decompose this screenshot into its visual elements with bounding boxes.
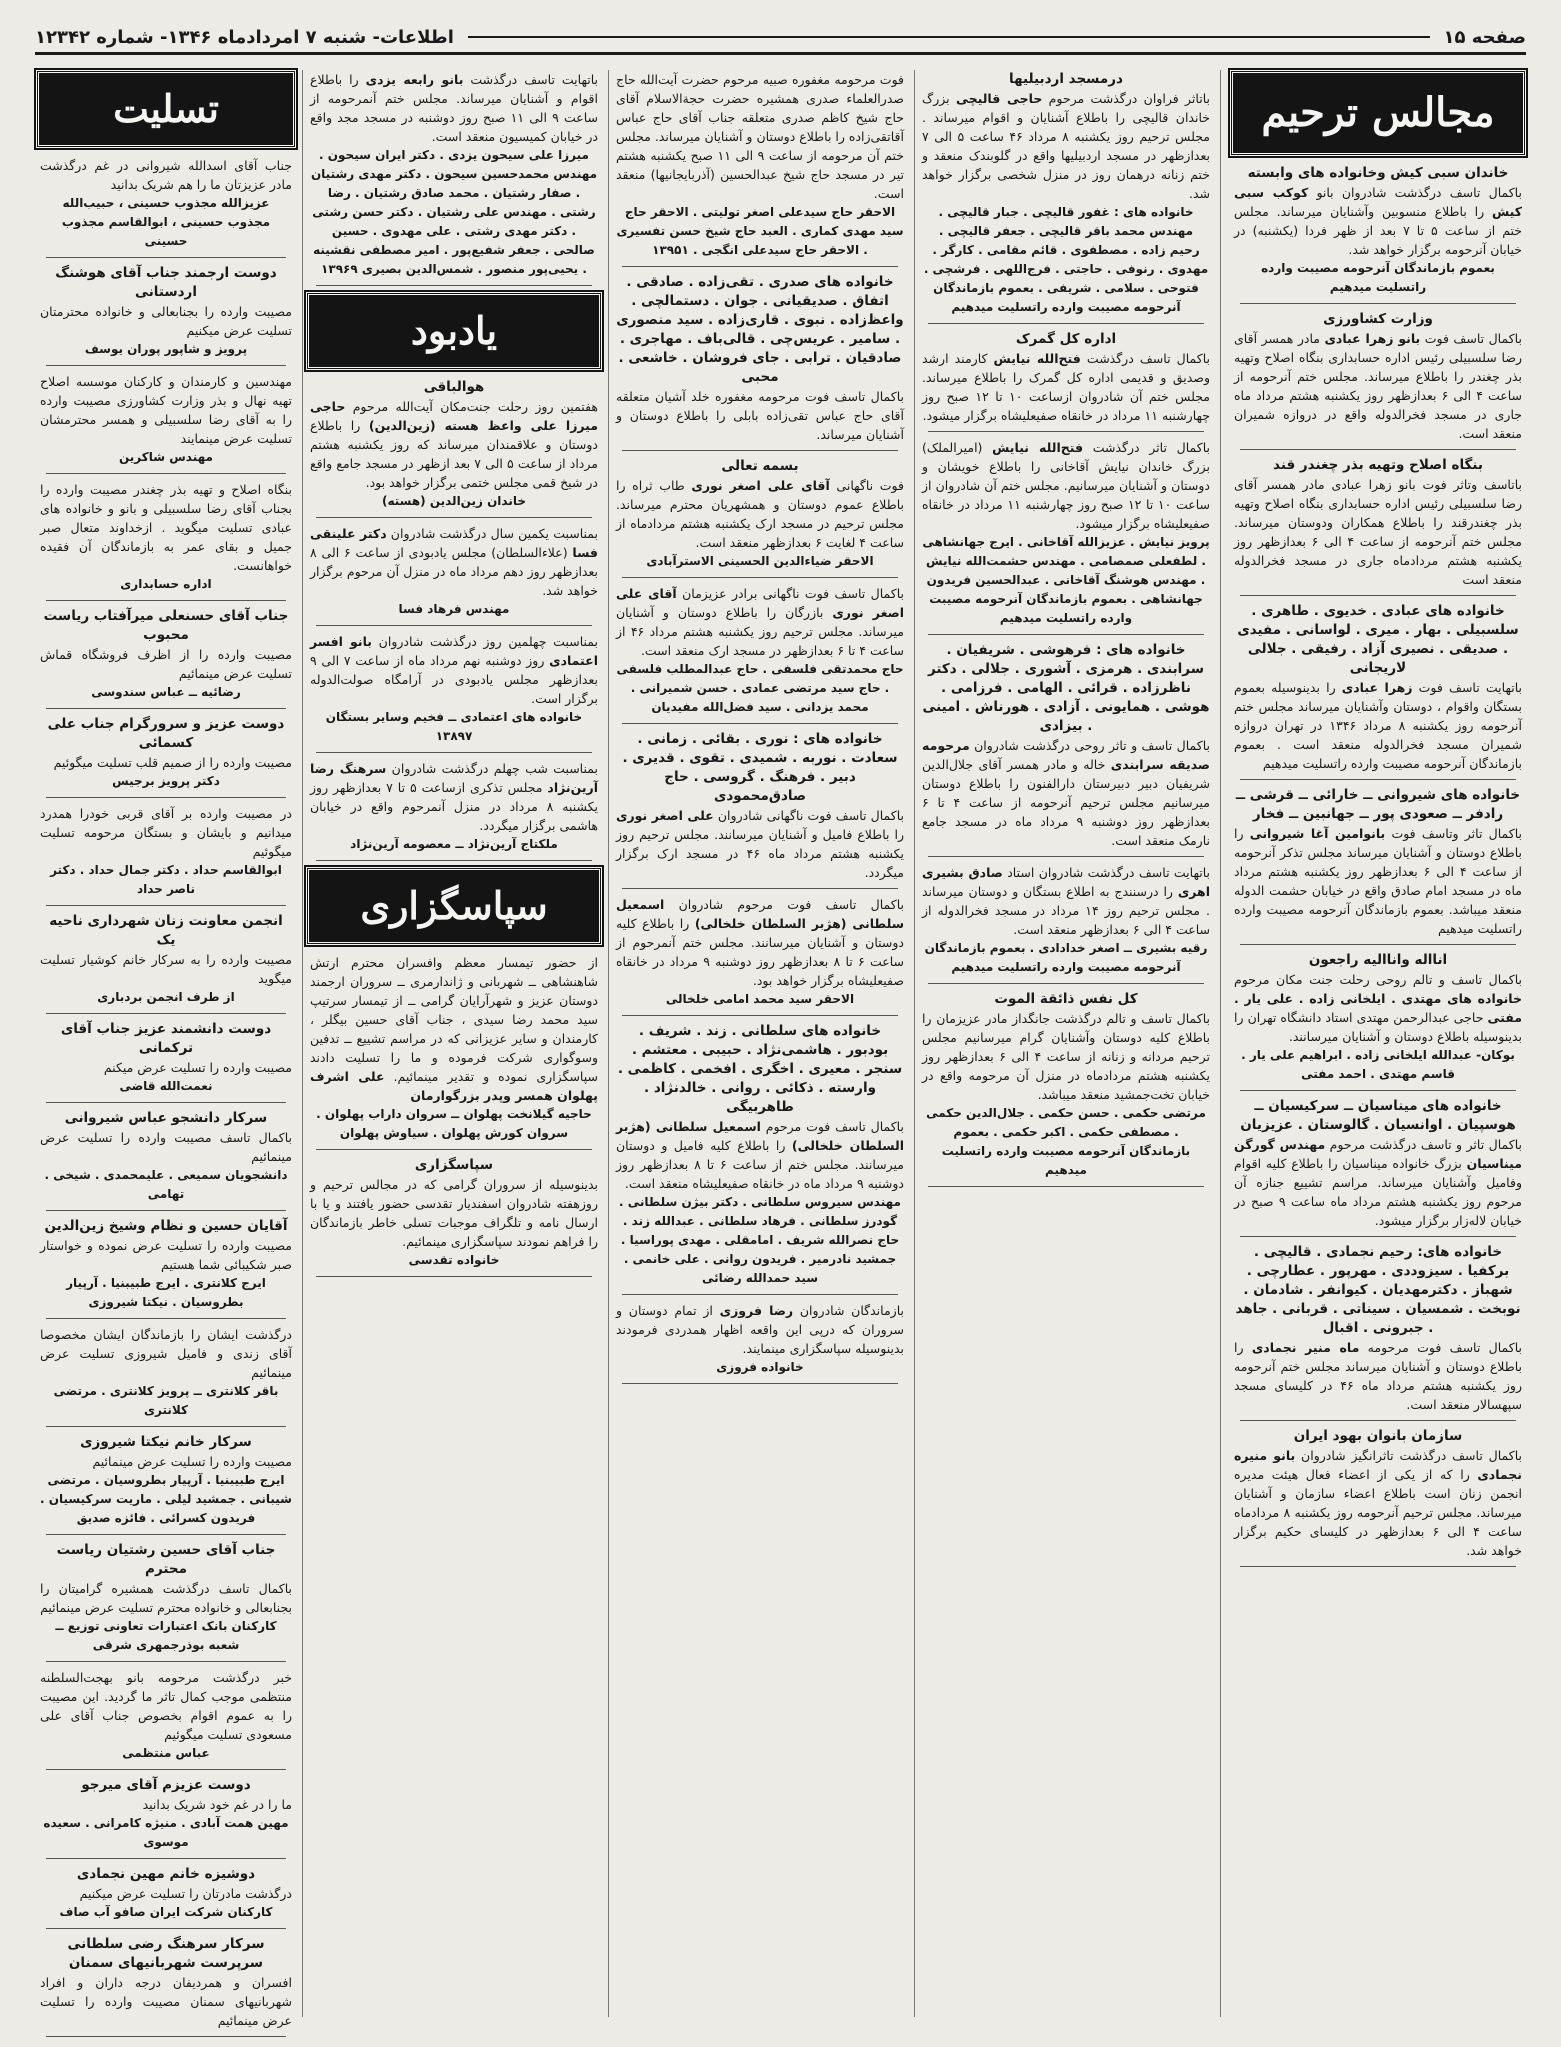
- notice-divider: [316, 860, 592, 861]
- notice-body: باتهایت تاسف درگذشت شادروان استاد: [1007, 865, 1211, 880]
- notice-names: اسمعیل سلطانی (هژبر السلطان خلخالی): [616, 1119, 904, 1153]
- notice-body: بمناسبت شب چهلم درگذشت شادروان: [391, 761, 598, 776]
- notice-tail: طاب ثراه را باطلاع عموم دوستان و همشهریان محترم میرساند. مجلس ترحیم در مسجد ارک یکشنبه هشتم مردادماه از ساعت ۴ لغایت ۶ بعدازظهر منعقد است.: [616, 478, 904, 550]
- notice-tail: را باطلاع دوستان و علاقمندان میرساند که روز یکشنبه هشتم مرداد از ساعت ۵ الی ۷ بعد ازظهر در مسجد جامع واقع در شیخ قمی مجلس ختمی برگزار خواهد بود.: [310, 418, 598, 490]
- notice-body: باکمال تاسف فوت مرحومه مغفوره خلد آشیان متعلقه آقای حاج عباس تقی‌زاده بابلی را باطلاع دوستان و آشنایان میرساند.: [616, 389, 904, 442]
- notice: [616, 457, 904, 571]
- notice-title: جناب آقای حسین رشتیان ریاست محترم: [56, 1542, 276, 1577]
- notices-col4b: [306, 378, 602, 861]
- notice-signature: خانواده های : غفور قالیچی . جبار قالیچی . مهندس محمد باقر قالیچی . جعفر قالیچی . رحیم زاده . مصطفوی . قائم مقامی . کارگر . مهدوی . رنوفی . حاجتی . فرج‌اللهی . فرشچی . فتوحی . سلامی . شریفی . بعموم بازماندگان آنرحومه مصیبت وارده راتسلیت میدهیم: [923, 205, 1209, 314]
- notice-divider: [928, 856, 1204, 857]
- notice-title: انجمن معاونت زنان شهرداری ناحیه یک: [49, 913, 283, 948]
- notice-divider: [46, 708, 286, 709]
- notice-tail: حاجی عبدالرحمن مهتدی استاد دانشگاه تهران را بدینوسیله باطلاع دوستان و آشنایان میرسانند.: [1234, 1010, 1522, 1044]
- notice-body: جناب آقای اسدالله شیروانی در غم درگذشت مادر عزیزتان ما را هم شریک بدانید: [40, 158, 292, 192]
- notices-col4a: [306, 70, 602, 286]
- notice-title: خانواده های میناسیان ــ سرکیسیان ــ هوسپیان . اوانسیان . گالوستان . عزیزیان: [1240, 1098, 1516, 1133]
- notice-body: باتهایت تاسف درگذشت: [470, 72, 598, 87]
- notice: [616, 70, 904, 260]
- notice: [922, 863, 1210, 977]
- notice-divider: [1240, 1420, 1516, 1421]
- notice-names: حاجی میرزا علی واعظ هسته (زین‌الدین): [310, 399, 599, 433]
- banner-sepasgozari: سپاسگزاری: [306, 867, 602, 945]
- notice-divider: [316, 285, 592, 286]
- notice-divider: [46, 1661, 286, 1662]
- notice-signature: ایرج طبیبنیا . آرپیار بطروسیان . مرتضی شیبانی . جمشید لیلی . ماریت سرکیسیان . فریدون کسرائی . فائزه صدیق: [40, 1473, 292, 1525]
- notice-title: جناب آقای حسنعلی میرآفتاب ریاست محبوب: [43, 608, 289, 643]
- notice-tail: را باطلاع دوستان و آشنایان میرساند مجلس تذکر آنرحومه از ساعت ۴ الی ۶ بعدازظهر روز یکشنبه هشتم مرداد ماه در مسجد امام صادق واقع در خیابان حشمت الدوله منعقد میباشد. بعموم بازماندگان آنرحومه مصیبت وارده راتسلیت میدهیم: [1234, 826, 1522, 936]
- column-4: [306, 70, 609, 2017]
- notice-divider: [46, 1426, 286, 1427]
- notice-title: خانواده های سلطانی . زند . شریف . بودبور . هاشمی‌نژاد . حبیبی . معتشم . سنجر . معیری . اخگری . افخمی . کاظمی . وارسته . ذکائی . روانی . خالدنژاد . طاهربیگی: [617, 1023, 903, 1115]
- notice-names: آقای علی اصغر نوری: [691, 478, 830, 493]
- notice-body: باتاثر فراوان درگذشت مرحوم: [1048, 91, 1210, 106]
- notice-divider: [1240, 303, 1516, 304]
- notice-divider: [46, 365, 286, 366]
- notice-signature: الاحقر ضیاءالدین الحسینی الاسترآبادی: [646, 554, 874, 568]
- notice-body: بمناسبت چهلمین روز درگذشت شادروان: [378, 634, 598, 649]
- notice: [1234, 164, 1522, 297]
- notice-divider: [46, 1928, 286, 1929]
- notice-tail: بازرگان را باطلاع دوستان و آشنایان میرساند. مجلس ترحیم روز یکشنبه هشتم مرداد ۴۶ از ساعت ۴ تا ۶ بعدازظهر در مسجد ارک منعقد است.: [616, 605, 905, 658]
- notice-title: درمسجد اردبیلیها: [1009, 71, 1123, 87]
- notices-col5: [36, 156, 296, 2037]
- notice-signature: از طرف انجمن بردباری: [97, 990, 235, 1004]
- notice-names: بانو افسر اعتمادی: [310, 634, 598, 668]
- notice-divider: [316, 625, 592, 626]
- notice-body: باکمال تاثر وتاسف فوت: [1391, 826, 1522, 841]
- notice-divider: [622, 577, 898, 578]
- notice-names: علی اشرف پهلوان همسر وپدر بزرگوارمان: [310, 1069, 598, 1103]
- notice: [922, 330, 1210, 425]
- notice: [922, 438, 1210, 628]
- notice: [310, 378, 598, 511]
- notice-names: آقای علی اصغر نوری: [616, 586, 904, 620]
- notice-divider: [46, 257, 286, 258]
- notice-body: درگذشت مادرتان را تسلیت عرض میکنیم: [79, 1886, 292, 1901]
- notice-signature: کارکنان بانک اعتبارات تعاونی توزیع ــ شعبه بوذرجمهری شرقی: [55, 1619, 277, 1652]
- notice-names: بانو منیره نجمادی: [1234, 1448, 1522, 1482]
- notice-body: مصیبت وارده را بجنابعالی و خانواده محترمتان تسلیت عرض میکنیم: [40, 304, 292, 338]
- notice-divider: [46, 1013, 286, 1014]
- notice: [1234, 786, 1522, 938]
- banner-yadbood: یادبود: [306, 292, 602, 370]
- notice-signature: خانواده های اعتمادی ــ فخیم وسایر بستگان ۱۳۸۹۷: [325, 710, 583, 743]
- notice: [40, 1776, 292, 1852]
- notice-names: سرهنگ رضا آرین‌نژاد: [310, 761, 598, 795]
- notice-tail: (امیرالملک) بزرگ خاندان نیایش آقاخانی را باطلاع خویشان و دوستان و آشنایان میرسانیم. مجلس ختم آن شادروان از ساعت ۱۰ تا ۱۲ صبح روز چهارشنبه ۱۱ مرداد در خانقاه صفیعلیشاه برگزار میشود.: [922, 440, 1210, 531]
- notice-body: هفتمین روز رحلت جنت‌مکان آیت‌الله مرحوم: [352, 399, 598, 414]
- notice-tail: کارمند ارشد وصدیق و قدیمی اداره کل گمرک را باطلاع میرساند. مجلس ختم آن شادروان ازساعت ۱۰ تا ۱۲ صبح روز چهارشنبه ۱۱ مرداد در خانقاه صفیعلیشاه برگزار میشود.: [922, 351, 1211, 423]
- notice-signature: کارکنان شرکت ایران صافو آب صاف: [59, 1905, 273, 1919]
- notice: [1234, 1243, 1522, 1414]
- notice-body: بدینوسیله از سروران گرامی که در مجالس ترحیم و روزهفته شادروان اسفندیار تقدسی حضور یافتند و یا با ارسال نامه و تلگراف موجبات تسلی خاطر بازماندگان را فراهم نمودند سپاسگزاری مینمائیم.: [310, 1177, 598, 1249]
- notice-names: اسمعیل سلطانی (هژبر السلطان خلخالی): [616, 897, 904, 931]
- notice-names: مهندس گورگن میناسیان: [1234, 1137, 1522, 1171]
- notice-body: مصیبت وارده را تسلیت عرض میکنم: [103, 1060, 292, 1075]
- notice-body: باکمال تاسف فوت ناگهانی برادر عزیزمان: [682, 586, 904, 601]
- notice: [40, 1935, 292, 2030]
- notice: [40, 1433, 292, 1528]
- notice-names: علی اصغر نوری: [616, 808, 714, 823]
- notice-divider: [46, 2036, 286, 2037]
- notice-body: باکمال تاسف و تالم درگذشت جانگداز مادر عزیزمان را باطلاع کلیه دوستان وآشنایان گرام میرسانیم مجلس ترحیم مردانه و زنانه از ساعت ۴ الی ۶ بعدازظهر روز یکشنبه هشتم مردادماه در منزل آن مرحومه واقع در خیابان تخت‌جمشید منعقد میباشد.: [922, 1011, 1211, 1102]
- notice-divider: [622, 1015, 898, 1016]
- notice-divider: [928, 1186, 1204, 1187]
- notice-divider: [1240, 449, 1516, 450]
- notice-divider: [622, 450, 898, 451]
- notice-divider: [1240, 1090, 1516, 1091]
- notice-body: مصیبت وارده را تسلیت عرض مینمائیم: [92, 1454, 292, 1469]
- notice-names: بانو رابعه یزدی: [365, 72, 464, 87]
- notice-names: حاجی قالیچی: [955, 91, 1043, 106]
- notice: [310, 524, 598, 619]
- notice-divider: [316, 1276, 592, 1277]
- notice-body: در مصیبت وارده بر آقای قربی خودرا همدرد میدانیم و بایشان و بستگان مرحومه تسلیت میگوئیم: [40, 806, 292, 859]
- notice-divider: [928, 983, 1204, 984]
- notice-divider: [46, 600, 286, 601]
- notice-title: سرکار خانم نیکتا شیروزی: [80, 1434, 252, 1450]
- notice: [40, 264, 292, 359]
- notice-divider: [622, 1294, 898, 1295]
- notice-title: خانواده های : فرهوشی . شریفیان . سرابندی . هرمزی . آشوری . جلالی . دکتر ناظرزاده . قرائی . الهامی . فرزامی . هوشی . همایونی . آزادی . هورناش . امینی . بیزادی: [922, 642, 1210, 734]
- notice-tail: را بدینوسیله بعموم بستگان واقوام ، دوستان وآشنایان میرساند مجلس ختم آنرحومه روز یکشنبه ۸ مرداد ۱۳۴۶ در تهران دروازه شمیران مسجد فخرالدوله منعقد است . بعموم بازماندگان آنرحومه مصیبت وارده راتسلیت میدهیم: [1234, 680, 1522, 771]
- notice-tail: خاله و مادر همسر آقای جلال‌الدین شریفیان دبیر دبیرستان دارالفنون را باطلاع دوستان میرسانیم مجلس ترحیم آنرحومه از ساعت ۴ تا ۶ بعدازظهر روز دوشنبه ۹ مرداد ماه در مسجد جامع نارمک منعقد است.: [922, 757, 1211, 848]
- notice-tail: روز دوشنبه نهم مرداد ماه از ساعت ۷ الی ۹ بعدازظهر مجلس یادبودی در آرامگاه صولت‌الدوله برگزار است.: [310, 653, 598, 706]
- notice-title: دوست ارجمند جناب آقای هوشنگ اردستانی: [55, 265, 277, 300]
- notice: [40, 912, 292, 1007]
- notice-names: دکتر علینقی فسا: [310, 526, 598, 560]
- notice-tail: از تمام دوستان و سروران که درپی این واقعه اظهار همدردی فرمودند بدینوسیله سپاسگزاری مینمایند.: [616, 1303, 904, 1356]
- notice-title: بسمه تعالی: [721, 458, 799, 474]
- notice-signature: الاحقر سید محمد امامی خلخالی: [665, 992, 855, 1006]
- notice-signature: پرویز و شاپور پوران یوسف: [84, 342, 248, 356]
- notice: [40, 1217, 292, 1312]
- notice-body: باکمال تاسف فوت مرحوم: [765, 1119, 904, 1134]
- notice-signature: حاجیه گیلانخت پهلوان ــ سروان داراب پهلوان . سروان کورش پهلوان . سیاوش پهلوان: [316, 1107, 592, 1140]
- notice-divider: [46, 1858, 286, 1859]
- columns: [35, 70, 1526, 2028]
- notice-body: فوت ناگهانی: [836, 478, 904, 493]
- notice-title: خاندان سبی کیش وخانواده های وابسته: [1247, 165, 1509, 181]
- notice: [616, 584, 904, 717]
- notice-signature: ملکتاج آرین‌نژاد ــ معصومه آرین‌نژاد: [350, 837, 558, 851]
- notice: [922, 641, 1210, 850]
- notice-body: باکمال تاسف فوت ناگهانی شادروان: [717, 808, 904, 823]
- notice-signature: نعمت‌الله قاضی: [119, 1079, 213, 1093]
- banner-tasliat: تسلیت: [36, 70, 296, 148]
- notice-tail: را باطلاع کلیه فامیل و دوستان میرسانند. مجلس ختم از ساعت ۶ تا ۸ بعدازظهر روز دوشنبه ۹ مرداد ماه در خانقاه صفیعلیشاه منعقد است.: [616, 1138, 905, 1191]
- notice-divider: [928, 431, 1204, 432]
- notice-body: باکمال تاثر و تاسف درگذشت مرحوم: [1329, 1137, 1522, 1152]
- page-number: صفحه ۱۵: [1443, 26, 1526, 48]
- column-2: [918, 70, 1221, 2017]
- notice: [40, 1325, 292, 1420]
- notices-col3: [612, 70, 908, 1384]
- notice: [310, 953, 598, 1143]
- notice-title: سرکار دانشجو عباس شیروانی: [64, 1110, 268, 1126]
- notice-title: خانواده های شیروانی ــ خارائی ــ قرشی ــ رادفر ــ صعودی پور ــ جهانبین ــ فخار: [1235, 787, 1521, 822]
- notice-divider: [622, 888, 898, 889]
- column-5: [36, 70, 303, 2028]
- notice-tail: مجلس تذکری ازساعت ۵ تا ۷ بعدازظهر روز یکشنبه ۸ مرداد در منزل آنمرحوم واقع در خیابان هاشمی برگزار میگردد.: [310, 780, 598, 833]
- notice-title: دوست عزیز و سرورگرام جناب علی کسمائی: [47, 716, 285, 751]
- notice-title: وزارت کشاورزی: [1323, 311, 1433, 327]
- notice: [922, 990, 1210, 1180]
- notice-signature: حاج محمدتقی فلسفی . حاج عبدالمطلب فلسفی . حاج سید مرتضی عمادی . حسن شمیرانی . محمد یزدانی . سید فضل‌الله مفیدیان: [616, 662, 904, 714]
- notice-divider: [46, 473, 286, 474]
- notice-body: مصیبت وارده را به سرکار خانم کوشیار تسلیت میگوید: [40, 952, 292, 986]
- notice-body: باکمال تاسف درگذشت تاثرانگیز شادروان: [1301, 1448, 1522, 1463]
- notice-divider: [622, 266, 898, 267]
- notice-signature: رضائیه ــ عباس سندوسی: [91, 685, 241, 699]
- notice-names: فتح‌الله نیایش: [993, 351, 1081, 366]
- notice-signature: خانواده تقدسی: [408, 1253, 500, 1267]
- notice-divider: [316, 1149, 592, 1150]
- notice-names: خانواده های مهتدی . ایلخانی زاده . علی یار . مفتی: [1234, 991, 1522, 1025]
- notice-signature: عزیزالله مجذوب حسینی ، حبیب‌الله مجذوب حسینی ، ابوالقاسم مجذوب حسینی: [61, 196, 271, 248]
- notice-signature: خانواده فروزی: [716, 1360, 804, 1374]
- notice: [1234, 951, 1522, 1084]
- notice-body: بنگاه اصلاح و تهیه بذر چغندر مصیبت وارده را بجناب آقای رضا سلسبیلی و بانو و خانواده های عبادی تسلیت میگوید . ازخداوند متعال صبر جمیل و بقای عمر به بازماندگان آن فقیده خواهانست.: [40, 482, 292, 573]
- notice-tail: را باطلاع کلیه دوستان و آشنایان میرسانند. مجلس ختم آنمرحوم از ساعت ۶ تا ۸ بعدازظهر روز دوشنبه ۹ مرداد در خانقاه صفیعلیشاه برگزار خواهد بود.: [616, 916, 905, 988]
- notice-body: باتاسف وتاثر فوت بانو زهرا عبادی مادر همسر آقای رضا سلسبیلی رئیس اداره حسابداری بنگاه اصلاح وتهیه بذر چغندرقند را باطلاع همکاران ودوستان میرساند. مجلس ختم آنرحومه از ساعت ۴ الی ۶ بعدازظهر روز یکشنبه هشتم مردادماه جاری در مسجد فخرالدوله منعقد است: [1234, 477, 1523, 587]
- notice-title: خانواده های عبادی . خدیوی . طاهری . سلسبیلی . بهار . میری . لواسانی . مفیدی . صدیقی . نصیری آزاد . رفیقی . جلالی لاریجانی: [1237, 603, 1519, 676]
- notice-divider: [928, 323, 1204, 324]
- notice-tail: بزرگ خاندان قالیچی را باطلاع آشنایان و اقوام میرساند . مجلس ترحیم روز یکشنبه ۸ مرداد ۴۶ ساعت ۵ الی ۷ بعدازظهر در مسجد اردبیلیها واقع در گلوبندک منعقد و ختم زنانه درهمان روز در منزل شخصی برگزار خواهد شد.: [922, 91, 1210, 201]
- notice: [310, 70, 598, 279]
- notice-tail: مادر همسر آقای رضا سلسبیلی رئیس اداره حسابداری بنگاه اصلاح وتهیه بذر چغندر را باطلاع میرساند. مجلس ختم آنرحومه از ساعت ۴ الی ۶ بعدازظهر روز یکشنبه هشتم مرداد ماه جاری در مسجد فخرالدوله واقع در دروازه شمیران منعقد است.: [1234, 331, 1522, 441]
- notice-body: باکمال تاسف مصیبت وارده را تسلیت عرض مینمائیم: [40, 1130, 292, 1164]
- notice-tail: را باطلاع دوستان و آشنایان میرساند مجلس ختم آنرحومه روز یکشنبه هشتم مرداد ماه ۴۶ در کلیسای مسجد سپهسالار منعقد است.: [1234, 1340, 1523, 1412]
- notice: [1234, 1427, 1522, 1560]
- notice-body: باکمال تاسف درگذشت شادروان بانو: [1316, 185, 1522, 200]
- notice-body: باتهایت تاسف فوت: [1418, 680, 1522, 695]
- notice-title: خانواده های : نوری . بقائی . زمانی . سعادت . نوربه . شمیدی . تقوی . قدیری . دبیر . فرهنگ . گروسی . حاج صادق‌محمودی: [622, 731, 898, 804]
- notice-names: زهرا عبادی: [1341, 680, 1413, 695]
- notice: [40, 156, 292, 251]
- notice-divider: [46, 1102, 286, 1103]
- notice-title: بنگاه اصلاح وتهیه بذر چغندر قند: [1273, 457, 1483, 473]
- notice-names: کوکب سبی کیش: [1234, 185, 1522, 219]
- notice-body: فوت مرحومه مغفوره صبیه مرحوم حضرت آیت‌الله حاج صدرالعلماء صدری همشیره حضرت حجة‌الاسلام آقای حاج شیخ کاظم صدری متعلقه جناب آقای حاج عباس آقاتقی‌زاده را باطلاع دوستان و آشنایان میرساند. مجلس ختم آن مرحومه از ساعت ۹ الی ۱۱ صبح یکشنبه هشتم تیر در مسجد حاج شیخ عبدالحسین (آذربایجانیها) منعقد است.: [616, 72, 904, 201]
- notice: [922, 70, 1210, 317]
- notice-body: باکمال تاسف و تاثر روحی درگذشت شادروان: [974, 738, 1210, 753]
- notice-title: خانواده های: رحیم نجمادی . قالیچی . برکفیا . سیزوددی . مهرپور . عطارچی . شهباز . دکترمهدیان . کیوانفر . شادمان . نوبخت . شمسیان . سیناتی . قربانی . جاهد . جبرونی . اقبال: [1235, 1244, 1521, 1336]
- notice: [40, 1865, 292, 1922]
- notice-tail: (علاءالسلطان) مجلس یادبودی از ساعت ۶ الی ۸ بعدازظهر روز دهم مرداد ماه در منزل آن مرحوم برگزار خواهد شد.: [310, 545, 598, 598]
- notice-signature: پرویز نیایش . عزیزالله آقاخانی . ایرج جهانشاهی . لطفعلی صمصامی . مهندس حشمت‌الله نیایش . مهندس هوشنگ آقاخانی . عبدالحسین فریدون جهانشاهی . بعموم بازماندگان آنرحومه مصیبت وارده راتسلیت میدهیم: [922, 535, 1210, 625]
- notice-title: آقایان حسین و نظام وشیخ زین‌الدین: [44, 1218, 288, 1234]
- notice-tail: را که از یکی از اعضاء فعال هیئت مدیره انجمن زنان است باطلاع اعضاء سازمان و آشنایان میرساند. مجلس ترحیم آنرحومه روز یکشنبه ۸ مردادماه ساعت ۴ الی ۶ بعدازظهر در کلیسای حکیم برگزار خواهد شد.: [1234, 1467, 1522, 1558]
- notice-names: فتح‌الله نیایش: [992, 440, 1084, 455]
- notice-signature: مرتضی حکمی . حسن حکمی . جلال‌الدین حکمی . مصطفی حکمی . اکبر حکمی . بعموم بازماندگان آنرحومه مصیبت وارده راتسلیت میدهیم: [926, 1106, 1206, 1177]
- notice: [40, 607, 292, 702]
- notice-title: انااله وانااليه راجعون: [1308, 952, 1448, 968]
- notice-body: خبر درگذشت مرحومه بانو بهجت‌السلطنه منتظمی موجب کمال تاثر ما گردید. این مصیبت را به عموم اقوام بخصوص جناب آقای علی مسعودی تسلیت میگوئیم: [40, 1670, 292, 1742]
- notice-divider: [316, 517, 592, 518]
- notice: [40, 1668, 292, 1763]
- notice: [40, 1109, 292, 1204]
- notice-divider: [622, 1383, 898, 1384]
- notice-body: از حضور تیمسار معظم وافسران محترم ارتش شاهنشاهی ــ شهربانی و ژاندارمری ــ سروران ارجمند دوستان عزیز و شهرآرایان گرامی ــ از تیمسار سرتیپ سید محمد رضا سیدی ، جناب آقای حسین بیگلر ، کارمندان و سایر عزیزانی که در مراسم تشییع ــ تدفین وسوگواری شرکت فرموده و ما را تسلیت دادند سپاسگزاری نموده و تقدیر مینمائیم.: [310, 955, 598, 1084]
- notice-signature: میرزا علی سیحون یزدی . دکتر ایران سیحون . مهندس محمدحسین سیحون . دکتر مهدی رشتیان . صفار رشتیان . محمد صادق رشتیان . رضا رشتی . مهندس علی رشتیان . دکتر حسن رشتی . دکتر مهدی رشتی . علی مهدوی . حسین صالحی . جعفر شفیع‌پور . امیر مصطفی نقشینه . یحیی‌پور منصور . شمس‌الدین بصیری ۱۳۹۶۹: [310, 148, 598, 276]
- notice-divider: [46, 905, 286, 906]
- notice-tail: را باطلاع منسوبین وآشنایان میرساند. مجلس ختم از ساعت ۵ تا ۷ بعد از ظهر فردا (یکشنبه) در خیابان آنرحومه برگزار خواهد شد.: [1234, 204, 1523, 257]
- notice-tail: را باطلاع اقوام و آشنایان میرساند. مجلس ختم آنمرحومه از ساعت ۹ الی ۱۱ صبح روز دوشنبه در مسجد مجد واقع در خیابان کمیسیون منعقد است.: [310, 72, 598, 144]
- notice-divider: [1240, 944, 1516, 945]
- notice: [616, 1301, 904, 1377]
- notice-body: باکمال تاسف فوت مرحومه: [1367, 1340, 1522, 1355]
- notice-names: بانو زهرا عبادی: [1324, 331, 1421, 346]
- column-3: [612, 70, 915, 2017]
- notices-col2: [918, 70, 1214, 1187]
- notice-divider: [46, 1534, 286, 1535]
- notice-title: دوست دانشمند عزیز جناب آقای ترکمانی: [60, 1021, 272, 1056]
- notice-names: ماه منیر نجمادی: [1251, 1340, 1360, 1355]
- notice-divider: [1240, 779, 1516, 780]
- notice-signature: رقیه بشیری ــ اصغر خدادادی . بعموم بازماندگان آنرحومه مصیبت وارده راتسلیت میدهیم: [924, 941, 1208, 974]
- notice-divider: [1240, 1566, 1516, 1567]
- notice-title: سازمان بانوان بهود ایران: [1293, 1428, 1463, 1444]
- column-1: [1230, 70, 1526, 2017]
- notice-signature: بعموم بازماندگان آنرحومه مصیبت وارده راتسلیت میدهیم: [1261, 261, 1495, 294]
- notice-names: بانوامین آغا شیروانی: [1249, 826, 1386, 841]
- notices-col1: [1230, 164, 1526, 1567]
- notice: [616, 273, 904, 444]
- notice-signature: دکتر پرویز برجیس: [112, 774, 220, 788]
- notice-signature: ایرج کلانتری . ایرج طبیبنیا . آرپیار بطروسیان . نیکتا شیروزی: [66, 1276, 266, 1309]
- notice-signature: مهندس فرهاد فسا: [398, 602, 510, 616]
- notice-signature: الاحقر حاج سیدعلی اصغر تولیتی . الاحقر حاج سید مهدی کماری . العبد حاج شیخ حسن تفسیری . الاحقر حاج سیدعلی انگجی . ۱۳۹۵۱: [616, 205, 904, 257]
- notice: [40, 715, 292, 791]
- notice: [310, 1156, 598, 1270]
- notice-tail: را درسنندج به اطلاع بستگان و دوستان میرساند . مجلس ترحیم روز ۱۴ مرداد در مسجد فخرالدوله از ساعت ۴ الی ۶ بعدازظهر منعقد است.: [922, 884, 1210, 937]
- notice-body: درگذشت ایشان را بازماندگان ایشان مخصوصا آقای زندی و فامیل شیروزی تسلیت عرض مینمائیم: [40, 1327, 292, 1380]
- notice-title: سرکار سرهنگ رضی سلطانی سرپرست شهربانیهای سمنان: [67, 1936, 265, 1971]
- notice-signature: دانشجویان سمیعی . علیمحمدی . شیخی . تهامی: [44, 1168, 288, 1201]
- notice-signature: عباس منتظمی: [122, 1746, 210, 1760]
- notice: [616, 1022, 904, 1288]
- notice: [1234, 602, 1522, 773]
- notice-title: خانواده های صدری . تقی‌زاده . صادقی . اتفاق . صدیقیانی . جوان . دستمالچی . واعظ‌زاده . نبوی . قاری‌زاده . سید منصوری . سامیر . عریس‌چی . قالی‌باف . مهاجری . صادقیان . ترابی . جای فروشان . خاشعی . محبی: [616, 274, 904, 385]
- publication-line: اطلاعات- شنبه ۷ امردادماه ۱۳۴۶- شماره ۱۲۳۴۲: [35, 26, 454, 48]
- notice-signature: مهین همت آبادی . منیژه کامرانی . سعیده موسوی: [43, 1816, 289, 1849]
- notice-signature: اداره حسابداری: [120, 577, 212, 591]
- notice: [40, 1020, 292, 1096]
- notice-body: مهندسین و کارمندان و کارکنان موسسه اصلاح تهیه نهال و بذر وزارت کشاورزی مصیبت وارده را به آقای رضا سلسبیلی و همسر محترمشان تسلیت عرض مینمایند: [40, 374, 292, 446]
- notice-divider: [622, 723, 898, 724]
- notices-col4c: [306, 953, 602, 1277]
- notice-divider: [1240, 595, 1516, 596]
- notice: [616, 895, 904, 1009]
- notice-body: ما را در غم خود شریک بدانید: [142, 1797, 292, 1812]
- notice-tail: را باطلاع فامیل و آشنایان میرسانند. مجلس ترحیم روز یکشنبه هشتم مرداد ماه ۴۶ در مسجد ارک برگزار میگردد.: [616, 827, 904, 880]
- notice-names: رضا فروزی: [719, 1303, 794, 1318]
- notice-divider: [46, 1210, 286, 1211]
- notice: [40, 804, 292, 899]
- notice: [1234, 310, 1522, 443]
- notice: [40, 1541, 292, 1655]
- notice-title: هوالباقی: [423, 379, 485, 395]
- notice-divider: [928, 634, 1204, 635]
- notice-body: باکمال تاسف و تالم روحی رحلت جنت مکان مرحوم: [1234, 972, 1522, 987]
- notice-body: باکمال تاثر درگذشت: [1092, 440, 1210, 455]
- banner-majales: مجالس ترحیم: [1230, 70, 1526, 156]
- notice-signature: ابوالقاسم حداد . دکتر جمال حداد . دکتر ناصر حداد: [50, 863, 282, 896]
- notice: [310, 759, 598, 854]
- notice-divider: [1240, 1236, 1516, 1237]
- notice-signature: مهندس سیروس سلطانی . دکتر بیژن سلطانی . گودرز سلطانی . فرهاد سلطانی . عبدالله زند . حاج نصرالله شریف . امامقلی . مهدی پوراسیا . جمشید نادرمیر . فریدون روانی . علی خانمی . سید حمدالله رضائی: [619, 1195, 901, 1285]
- header-rule: [468, 36, 1430, 38]
- notice-body: باکمال تاسف فوت مرحوم شادروان: [678, 897, 904, 912]
- notice-body: افسران و همردیفان درجه داران و افراد شهربانیهای سمنان مصیبت وارده را تسلیت عرض مینمائیم: [40, 1975, 292, 2028]
- notice-signature: خاندان زین‌الدین (هسته): [381, 494, 527, 508]
- notice-title: اداره کل گمرک: [1015, 331, 1117, 347]
- notice-signature: باقر کلانتری ــ پرویز کلانتری . مرتضی کلانتری: [53, 1384, 279, 1417]
- notice-body: باکمال تاسف درگذشت همشیره گرامیتان را بجنابعالی و خانواده محترم تسلیت عرض مینمائیم: [40, 1581, 292, 1615]
- notice-title: کل نفس ذائقة الموت: [994, 991, 1138, 1007]
- notice-title: دوست عزیزم آقای میرجو: [81, 1777, 251, 1793]
- notice: [40, 480, 292, 594]
- notice-title: سپاسگزاری: [414, 1157, 494, 1173]
- notice-signature: بوکان- عبدالله ایلخانی زاده . ابراهیم علی یار . قاسم مهتدی . احمد مفتی: [1241, 1048, 1515, 1081]
- notice-tail: بزرگ خانواده میناسیان را باطلاع کلیه اقوام وفامیل وآشنایان میرساند. مراسم تشییع جنازه آن مرحوم روز یکشنبه هشتم مرداد ماه ساعت ۹ صبح در خیابان لاله‌زار برگزار میشود.: [1234, 1156, 1522, 1228]
- page-header: [35, 22, 1526, 55]
- notice-body: بمناسبت یکمین سال درگذشت شادروان: [390, 526, 598, 541]
- notice-divider: [46, 1318, 286, 1319]
- notice-divider: [46, 1769, 286, 1770]
- notice-body: مصیبت وارده را تسلیت عرض نموده و خواستار صبر شکیبائی شما هستیم: [40, 1238, 292, 1272]
- notice: [310, 632, 598, 746]
- notice-signature: مهندس شاکرین: [119, 450, 213, 464]
- notice-names: صادق بشیری اهری: [922, 865, 1210, 899]
- notice-body: مصیبت وارده را از اظرف فروشگاه قماش تسلیت عرض مینمائیم: [40, 647, 292, 681]
- notice-body: باکمال تاسف درگذشت: [1086, 351, 1211, 366]
- notice-names: مرحومه صدیقه سرابندی: [922, 738, 1211, 772]
- notice-body: مصیبت وارده را از صمیم قلب تسلیت میگوئیم: [53, 755, 292, 770]
- notice: [616, 730, 904, 882]
- notice: [40, 372, 292, 467]
- notice: [1234, 456, 1522, 589]
- notice: [1234, 1097, 1522, 1230]
- notice-divider: [46, 797, 286, 798]
- notice-title: دوشیزه خانم مهین نجمادی: [76, 1866, 256, 1882]
- notice-body: بازماندگان شادروان: [799, 1303, 904, 1318]
- notice-divider: [316, 752, 592, 753]
- notice-body: باکمال تاسف فوت: [1424, 331, 1522, 346]
